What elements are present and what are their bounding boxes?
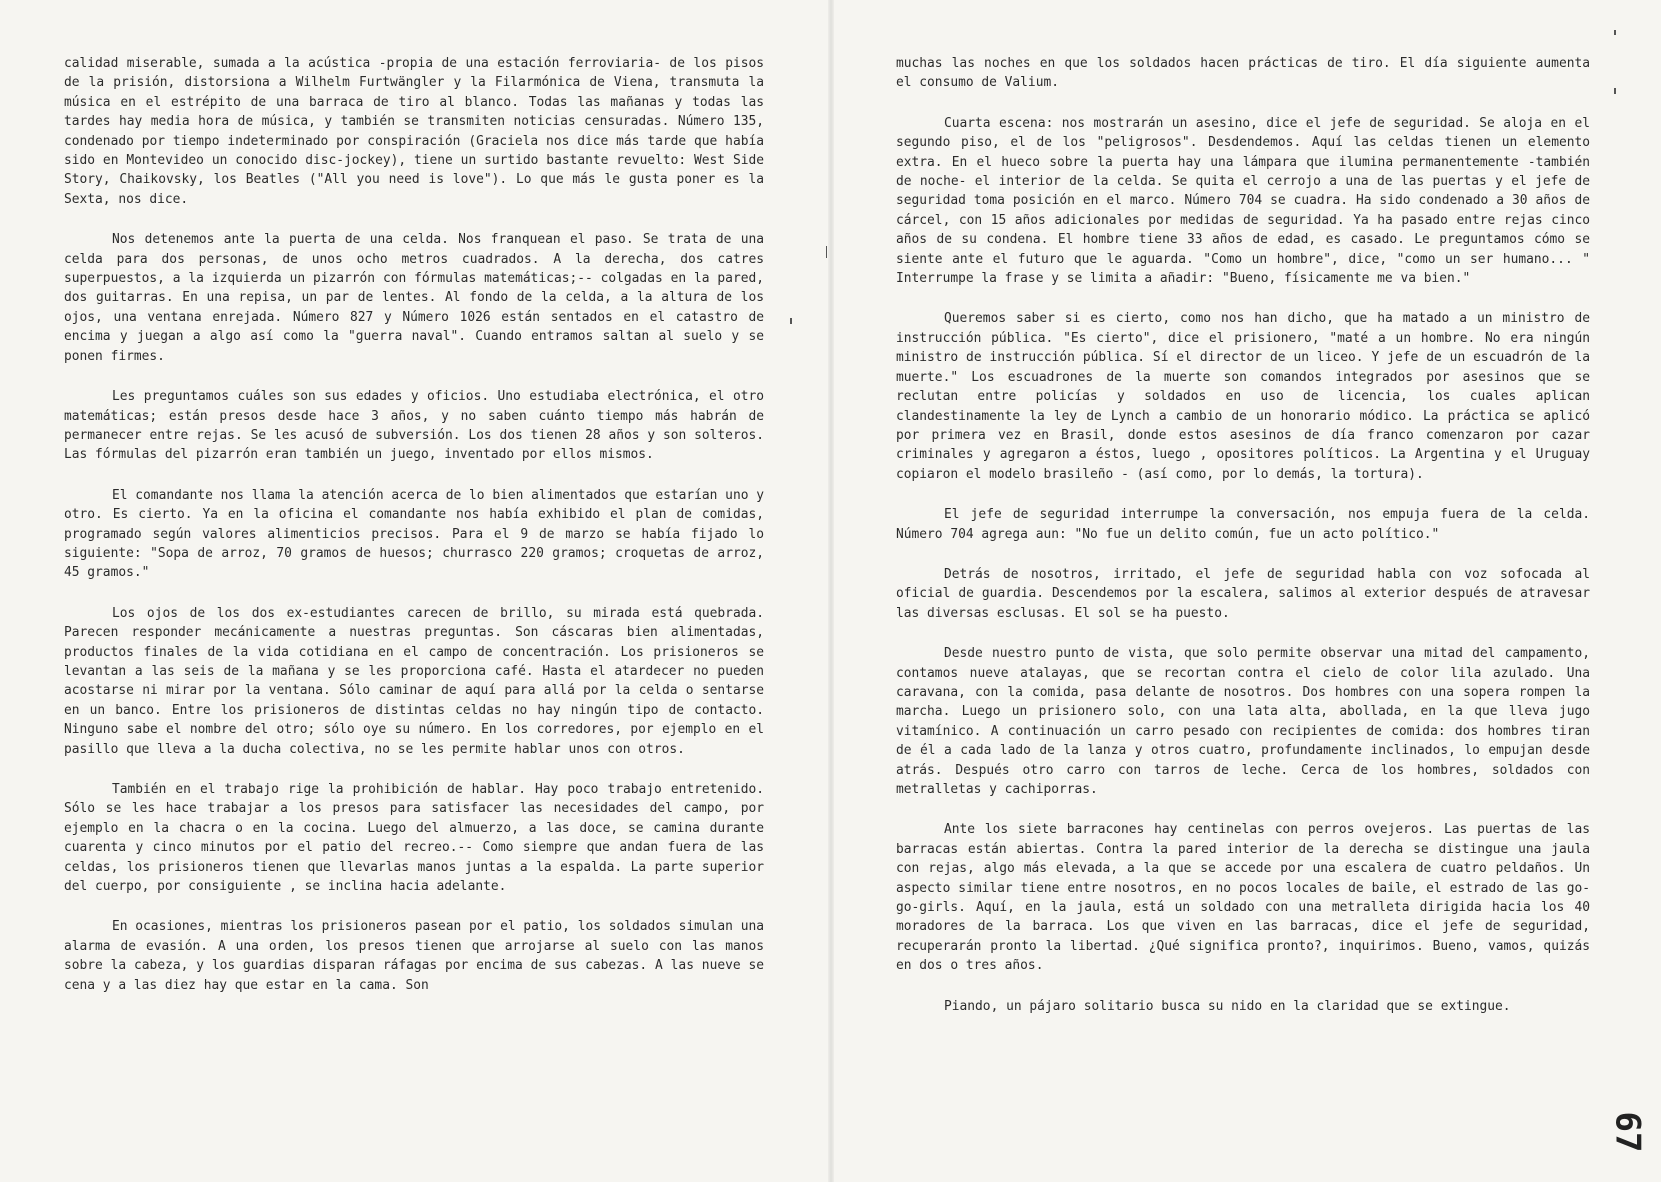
paragraph: Nos detenemos ante la puerta de una celda. Nos franquean el paso. Se trata de una celda para dos personas, de unos ocho metros cuadrados. A la derecha, dos catres superpuestos, a la izquierda un pizarrón con fórmulas matemáticas;-- colgadas en la pared, dos guitarras. En una repisa, un par de lentes. Al fondo de la celda, a la altura de los ojos, una ventana enrejada. Número 827 y Número 1026 están sentados en el catastro de encima y juegan a algo así como la "guerra naval". Cuando entramos saltan al suelo y se ponen firmes. (64, 232, 764, 364)
paragraph: calidad miserable, sumada a la acústica -propia de una estación ferroviaria- de los pisos de la prisión, distorsiona a Wilhelm Furtwängler y la Filarmónica de Viena, transmuta la música en el estrépito de una barraca de tiro al blanco. Todas las mañanas y todas las tardes hay media hora de música, y también se transmiten noticias censuradas. Número 135, condenado por tiempo indeterminado por conspiración (Graciela nos dice más tarde que había sido en Montevideo un conocido disc-jockey), tiene un surtido bastante revuelto: West Side Story, Chaikovsky, los Beatles ("All you need is love"). Lo que más le gusta poner es la Sexta, nos dice. (64, 56, 764, 207)
paragraph: El jefe de seguridad interrumpe la conversación, nos empuja fuera de la celda. Número 704 agrega aun: "No fue un delito común, fue un acto político." (896, 507, 1590, 542)
scan-speck (826, 246, 827, 258)
scan-speck (1614, 30, 1616, 35)
paragraph: Queremos saber si es cierto, como nos han dicho, que ha matado a un ministro de instrucción pública. "Es cierto", dice el prisionero, "maté a un hombre. No era ningún ministro de instrucción pública. Sí el director de un liceo. Y jefe de un escuadrón de la muerte." Los escuadrones de la muerte son comandos integrados por asesinos que se reclutan entre policías y soldados en uso de licencia, los cuales aplican clandestinamente la ley de Lynch a cambio de un honorario módico. La práctica se aplicó por primera vez en Brasil, donde estos asesinos de día franco comenzaron por cazar criminales y agregaron a éstos, luego , opositores políticos. La Argentina y el Uruguay copiaron el modelo brasileño - (así como, por lo demás, la tortura). (896, 311, 1590, 482)
right-page (896, 54, 1590, 1016)
book-gutter (828, 0, 834, 1182)
paragraph: Les preguntamos cuáles son sus edades y oficios. Uno estudiaba electrónica, el otro matemáticas; están presos desde hace 3 años, y no saben cuánto tiempo más habrán de permanecer entre rejas. Se les acusó de subversión. Los dos tienen 28 años y son solteros. Las fórmulas del pizarrón eran también un juego, inventado por ellos mismos. (64, 389, 764, 463)
paragraph: Cuarta escena: nos mostrarán un asesino, dice el jefe de seguridad. Se aloja en el segundo piso, el de los "peligrosos". Desdendemos. Aquí las celdas tienen un elemento extra. En el hueco sobre la puerta hay una lámpara que ilumina permanentemente -también de noche- el interior de la celda. Se quita el cerrojo a una de las puertas y el jefe de seguridad toma posición en el marco. Número 704 se cuadra. Ha sido condenado a 30 años de cárcel, con 15 años adicionales por medidas de seguridad. Ya ha pasado entre rejas cinco años de su condena. El hombre tiene 33 años de edad, es casado. Le preguntamos cómo se siente ante el futuro que le aguarda. "Como un hombre", dice, "como un ser humano... " Interrumpe la frase y se limita a añadir: "Bueno, físicamente me va bien." (896, 115, 1590, 287)
paragraph: El comandante nos llama la atención acerca de lo bien alimentados que estarían uno y otro. Es cierto. Ya en la oficina el comandante nos había exhibido el plan de comidas, programado según valores alimenticios precisos. Para el 9 de marzo se había fijado lo siguiente: "Sopa de arroz, 70 gramos de huesos; churrasco 220 gramos; croquetas de arroz, 45 gramos." (64, 487, 764, 581)
paragraph: Desde nuestro punto de vista, que solo permite observar una mitad del campamento, contamos nueve atalayas, que se recortan contra el cielo de color lila azulado. Una caravana, con la comida, pasa delante de nosotros. Dos hombres con una sopera rompen la marcha. Luego un prisionero solo, con una lata alta, abollada, en la que lleva jugo vitamínico. A continuación un carro pesado con recipientes de comida: dos hombres tiran de él a cada lado de la lanza y otros cuatro, profundamente inclinados, lo empujan desde atrás. Después otro carro con tarros de leche. Cerca de los hombres, soldados con metralletas y cachiporras. (896, 646, 1590, 797)
scan-speck (790, 318, 792, 324)
scan-speck (1614, 88, 1616, 94)
paragraph: muchas las noches en que los soldados hacen prácticas de tiro. El día siguiente aumenta el consumo de Valium. (896, 56, 1590, 91)
paragraph: En ocasiones, mientras los prisioneros pasean por el patio, los soldados simulan una alarma de evasión. A una orden, los presos tienen que arrojarse al suelo con las manos sobre la cabeza, y los guardias disparan ráfagas por encima de sus cabezas. A las nueve se cena y a las diez hay que estar en la cama. Son (64, 919, 764, 993)
paragraph: Los ojos de los dos ex-estudiantes carecen de brillo, su mirada está quebrada. Parecen responder mecánicamente a nuestras preguntas. Son cáscaras bien alimentadas, productos finales de la vida cotidiana en el campo de concentración. Los prisioneros se levantan a las seis de la mañana y se les proporciona café. Hasta el atardecer no pueden acostarse ni mirar por la ventana. Sólo caminar de aquí para allá por la celda o sentarse en un banco. Entre los prisioneros de distintas celdas no hay ningún tipo de contacto. Ninguno sabe el nombre del otro; sólo oye su número. En los corredores, por ejemplo en el pasillo que lleva a la ducha colectiva, no se les permite hablar unos con otros. (64, 605, 764, 757)
paragraph: Piando, un pájaro solitario busca su nido en la claridad que se extingue. (944, 998, 1511, 1014)
page-number: 67 (1607, 1111, 1648, 1153)
paragraph: También en el trabajo rige la prohibición de hablar. Hay poco trabajo entretenido. Sólo se les hace trabajar a los presos para satisfacer las necesidades del campo, por ejemplo en la chacra o en la cocina. Luego del almuerzo, a las doce, se camina durante cuarenta y cinco minutos por el patio del recreo.-- Como siempre que andan fuera de las celdas, los prisioneros tienen que llevarlas manos juntas a la espalda. La parte superior del cuerpo, por consiguiente , se inclina hacia adelante. (64, 782, 764, 895)
left-page (64, 54, 764, 995)
paragraph: Ante los siete barracones hay centinelas con perros ovejeros. Las puertas de las barracas están abiertas. Contra la pared interior de la derecha se distingue una jaula con rejas, algo más elevada, a la que se accede por una escalera de cuatro peldaños. Un aspecto similar tiene entre nosotros, en no pocos locales de baile, el estrado de las go-go-girls. Aquí, en la jaula, está un soldado con una metralleta dirigida hacia los 40 moradores de la barraca. Los que viven en las barracas, dice el jefe de seguridad, recuperarán pronto la libertad. ¿Qué significa pronto?, inquirimos. Bueno, vamos, quizás en dos o tres años. (896, 822, 1590, 974)
paragraph: Detrás de nosotros, irritado, el jefe de seguridad habla con voz sofocada al oficial de guardia. Descendemos por la escalera, salimos al exterior después de atravesar las diversas esclusas. El sol se ha puesto. (896, 566, 1590, 621)
